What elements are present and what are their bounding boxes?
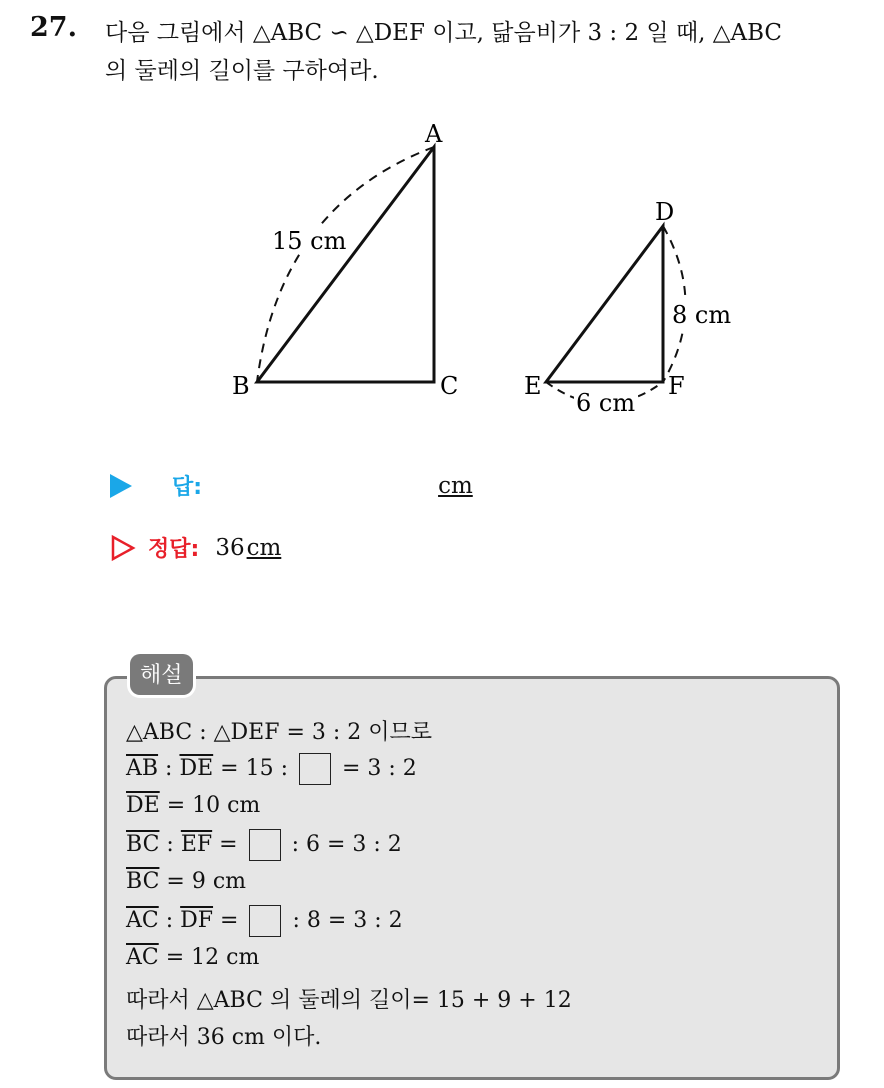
solution-line-9: 따라서 36 cm 이다. xyxy=(126,1025,322,1050)
solution-line-1: △ABC : △DEF = 3 : 2 이므로 xyxy=(126,720,433,745)
answer-blank-box[interactable] xyxy=(299,753,331,785)
answer-blank-box[interactable] xyxy=(249,829,281,861)
solution-line-5: $\overline{BC} = 9$ cm xyxy=(126,869,247,894)
solution-line-4: $\overline{BC}$ : $\overline{EF}$ = : 6 = 3 : 2 xyxy=(126,829,402,861)
correct-answer-value: 36 xyxy=(215,534,245,561)
df-length-label: 8 cm xyxy=(672,301,732,329)
outline-arrow-icon xyxy=(110,534,136,562)
similar-triangles-figure xyxy=(0,0,884,440)
question-text-line1: 다음 그림에서 △ABC ∽ △DEF 이고, 닮음비가 3 : 2 일 때, △ABC xyxy=(105,20,783,46)
answer-label: 답: xyxy=(172,475,203,500)
label-f: F xyxy=(668,372,685,400)
question-number: 27. xyxy=(30,12,77,43)
ab-length-label: 15 cm xyxy=(272,227,347,255)
correct-answer-unit: cm xyxy=(246,534,282,561)
play-arrow-icon xyxy=(110,474,132,498)
solution-tab: 해설 xyxy=(130,654,193,695)
triangle-abc xyxy=(257,147,434,382)
label-c: C xyxy=(440,372,459,400)
solution-line-7: $\overline{AC} = 12$ cm xyxy=(126,945,260,970)
solution-line-6: $\overline{AC}$ : $\overline{DF}$ = : 8 = 3 : 2 xyxy=(126,905,403,937)
label-e: E xyxy=(524,372,542,400)
label-d: D xyxy=(655,198,675,226)
solution-line-8: 따라서 △ABC 의 둘레의 길이= 15 + 9 + 12 xyxy=(126,988,572,1013)
answer-row xyxy=(110,470,473,501)
question-text-line2: 의 둘레의 길이를 구하여라. xyxy=(105,58,379,84)
correct-answer-row xyxy=(110,532,281,563)
label-a: A xyxy=(425,120,443,148)
triangle-def xyxy=(546,226,663,382)
answer-blank-box[interactable] xyxy=(249,905,281,937)
label-b: B xyxy=(232,372,250,400)
solution-line-3: $\overline{DE} = 10$ cm xyxy=(126,793,261,818)
ef-length-label: 6 cm xyxy=(576,389,636,417)
answer-unit: cm xyxy=(438,472,473,499)
correct-answer-label: 정답: xyxy=(148,537,200,562)
solution-line-2: $\overline{AB}$ : $\overline{DE} = 15$ : = 3 : 2 xyxy=(126,753,417,785)
